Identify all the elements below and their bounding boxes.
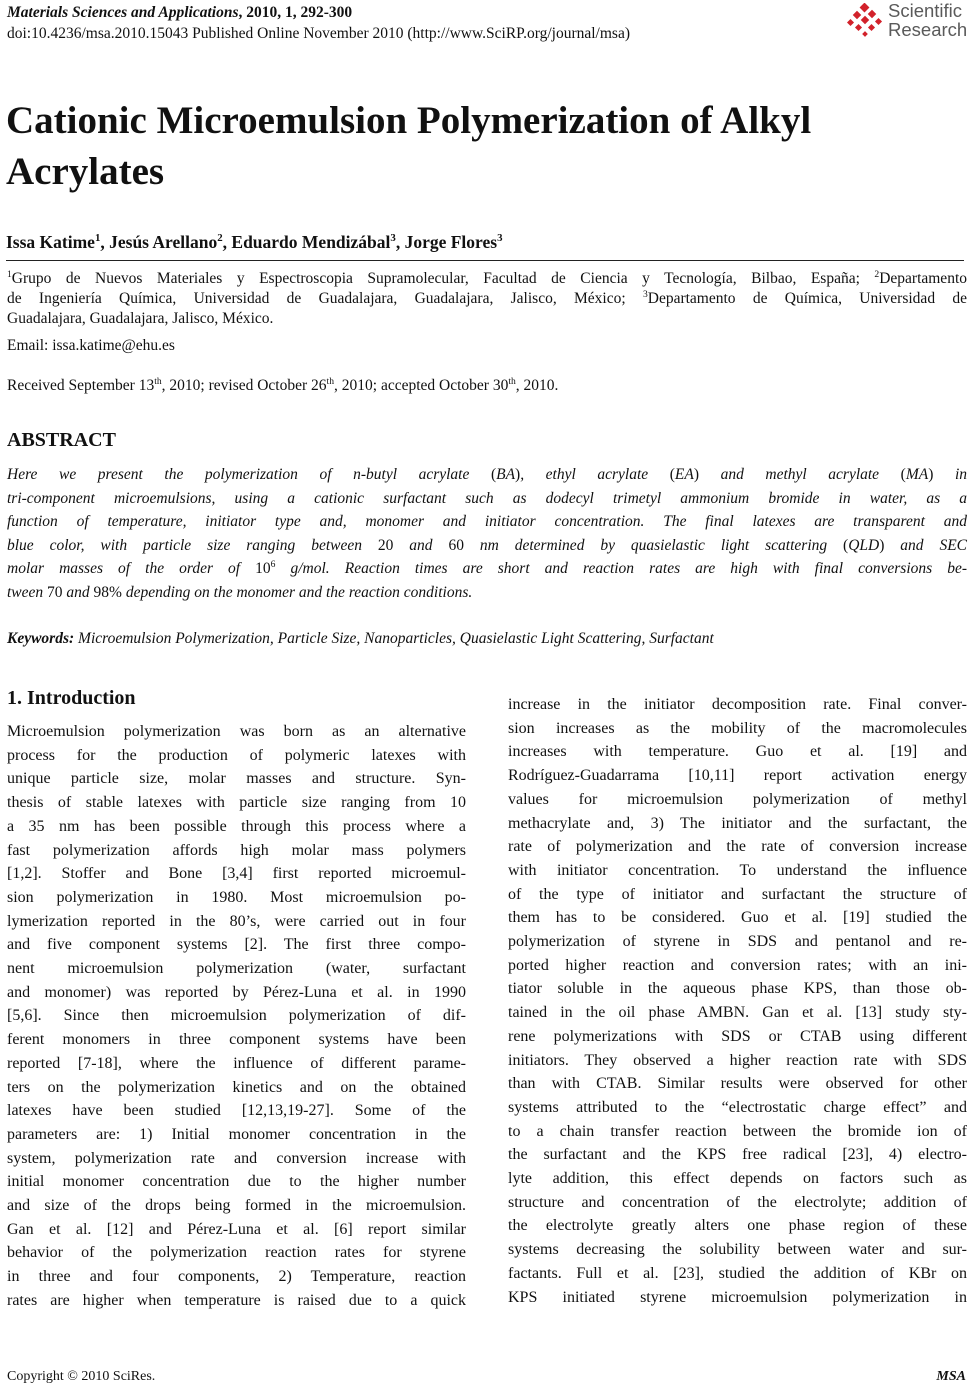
keywords-colon: :	[69, 630, 79, 647]
paper-title: Cationic Microemulsion Polymerization of Alkyl Acrylates	[6, 99, 812, 193]
affiliation-mark: 3	[642, 288, 648, 300]
revised-text: , 2010; revised October 26	[161, 377, 327, 394]
body-text-line: behavior of the polymerization reaction rates for styrene	[7, 1244, 466, 1262]
author-name: Eduardo Mendizábal	[231, 232, 391, 252]
body-text-line: methacrylate and, 3) The initiator and the surfactant, the	[508, 814, 967, 832]
body-text-line: the surfactant and the KPS free radical [23], 4) electro-	[508, 1146, 967, 1164]
body-text-line: initiators. They observed a higher reaction rate with SDS	[508, 1051, 967, 1069]
ordinal-suffix: th	[154, 375, 162, 387]
body-text-line: system, polymerization rate and conversion increase with	[7, 1149, 466, 1167]
body-text-line: unique particle size, molar masses and structure. Syn-	[7, 770, 466, 788]
accepted-text: , 2010; accepted October 30	[334, 377, 509, 394]
affiliation-line	[7, 289, 967, 309]
body-text-line: with initiator concentration. To understand the influence	[508, 861, 967, 879]
logo-text-scientific: Scientific	[888, 0, 963, 21]
body-text-line: structure and concentration of the electrolyte; addition of	[508, 1193, 967, 1211]
body-text-line: Microemulsion polymerization was born as an alternative	[7, 723, 466, 740]
journal-name: Materials Sciences and Applications	[7, 4, 239, 21]
contact-email: Email: issa.katime@ehu.es	[7, 337, 175, 354]
body-text-line: tiator soluble in the aqueous phase KPS, than those ob-	[508, 980, 967, 998]
abstract-line: blue color, with particle size ranging between 20 and 60 nm determined by quasielastic light scattering (QLD) and SEC	[7, 536, 967, 554]
body-text-line: latexes have been studied [12,13,19-27]. Some of the	[7, 1102, 466, 1120]
affiliation-text: Grupo de Nuevos Materiales y Espectroscopia Supramolecular, Facultad de Ciencia y Tecnología, Bilbao, España;	[11, 270, 875, 287]
affiliation-text: Departamento de Química, Universidad de	[647, 290, 967, 307]
body-text-line: a 35 nm has been possible through this process where a	[7, 817, 466, 835]
body-text-line: systems decreasing the solubility between water and sur-	[508, 1241, 967, 1259]
author-list	[6, 230, 502, 254]
body-text-line: to a chain transfer reaction between the bromide ion of	[508, 1122, 967, 1140]
keywords-label: Keywords	[7, 630, 69, 647]
abstract-line: tween 70 and 98% depending on the monomer and the reaction conditions.	[7, 583, 473, 601]
body-text-line: Gan et al. [12] and Pérez-Luna et al. [6] report similar	[7, 1220, 466, 1238]
affiliation-line: Guadalajara, Guadalajara, Jalisco, México.	[7, 310, 274, 327]
footer-journal-abbr: MSA	[936, 1369, 966, 1384]
body-text-line: and five component systems [2]. The first three compo-	[7, 936, 466, 954]
body-text-line: rates are higher when temperature is raised due to a quick	[7, 1291, 466, 1309]
body-text-line: rate of polymerization and the rate of conversion increase	[508, 838, 967, 856]
body-text-line: fast polymerization affords high molar mass polymers	[7, 841, 466, 859]
body-text-line: nent microemulsion polymerization (water, surfactant	[7, 960, 466, 978]
body-text-line: polymerization of styrene in SDS and pentanol and re-	[508, 933, 967, 951]
author-separator: ,	[222, 232, 232, 252]
author-affiliation-mark: 3	[497, 232, 503, 245]
scirp-diamond-logo-icon	[847, 3, 885, 41]
author-affiliation-mark: 2	[217, 232, 223, 245]
received-text: Received September 13	[7, 377, 155, 394]
abstract-heading: ABSTRACT	[7, 429, 116, 451]
body-text-line: ters on the polymerization kinetics and on the obtained	[7, 1078, 466, 1096]
body-column-right	[508, 693, 967, 1309]
journal-volume-pages: , 2010, 1, 292-300	[238, 4, 353, 21]
author-affiliation-mark: 1	[94, 232, 101, 245]
body-text-line: reported [7-18], where the influence of different parame-	[7, 1054, 466, 1072]
body-text-line: systems attributed to the “electrostatic charge effect” and	[508, 1098, 967, 1116]
keywords-text: Microemulsion Polymerization, Particle Size, Nanoparticles, Quasielastic Light Scattering, Surfactant	[78, 630, 714, 647]
affiliation-line	[7, 269, 967, 289]
received-dates	[7, 376, 558, 396]
body-text-line: than with CTAB. Similar results were observed for other	[508, 1075, 967, 1093]
body-text-line: parameters are: 1) Initial monomer concentration in the	[7, 1125, 466, 1143]
body-text-line: them has to be considered. Guo et al. [19] studied the	[508, 909, 967, 927]
received-end: , 2010.	[515, 377, 559, 394]
body-text-line: sion polymerization in 1980. Most microemulsion po-	[7, 888, 466, 906]
body-text-line: increase in the initiator decomposition rate. Final conver-	[508, 696, 967, 713]
body-text-line: of the type of initiator and surfactant the structure of	[508, 885, 967, 903]
abstract-line: molar masses of the order of $10^6$ g/mol. Reaction times are short and reaction rates are high with final conversions be-	[7, 558, 967, 577]
body-text-line: initial monomer concentration due to the higher number	[7, 1173, 466, 1191]
author-separator: ,	[100, 232, 110, 252]
affiliation-mark: 1	[7, 268, 12, 280]
body-text-line: the electrolyte greatly alters one phase region of these	[508, 1217, 967, 1235]
ordinal-suffix: th	[508, 375, 516, 387]
body-text-line: and monomer) was reported by Pérez-Luna et al. in 1990	[7, 983, 466, 1001]
author-separator: ,	[395, 232, 405, 252]
author-name: Jorge Flores	[404, 232, 498, 252]
affiliation-text: Departamento	[879, 270, 967, 287]
affiliation-mark: 2	[874, 268, 880, 280]
author-name: Jesús Arellano	[109, 232, 218, 252]
body-column-left	[7, 720, 466, 1313]
body-text-line: increases with temperature. Guo et al. [19] and	[508, 743, 967, 761]
author-affiliation-mark: 3	[390, 232, 396, 245]
body-text-line: ported higher reaction and conversion rates; with an ini-	[508, 956, 967, 974]
body-text-line: rene polymerizations with SDS or CTAB using different	[508, 1027, 967, 1045]
author-name: Issa Katime	[6, 232, 95, 252]
body-text-line: factants. Full et al. [23], studied the addition of KBr on	[508, 1264, 967, 1282]
logo-text-research: Research	[888, 19, 968, 40]
body-text-line: in three and four components, 2) Temperature, reaction	[7, 1268, 466, 1286]
body-text-line: Rodríguez-Guadarrama [10,11] report activation energy	[508, 767, 967, 785]
body-text-line: [1,2]. Stoffer and Bone [3,4] first reported microemul-	[7, 865, 466, 883]
abstract-line: Here we present the polymerization of n-butyl acrylate (BA), ethyl acrylate (EA) and methyl acrylate (MA) in	[7, 466, 968, 483]
body-text-line: tained in the oil phase AMBN. Gan et al. [13] study sty-	[508, 1004, 967, 1022]
body-text-line: [5,6]. Since then microemulsion polymerization of dif-	[7, 1007, 466, 1025]
ordinal-suffix: th	[326, 375, 335, 387]
abstract-line: function of temperature, initiator type and, monomer and initiator concentration. The final latexes are transparent and	[7, 513, 967, 530]
doi-line: doi:10.4236/msa.2010.15043 Published Online November 2010 (http://www.SciRP.org/journal/msa)	[7, 25, 630, 42]
body-text-line: process for the production of polymeric latexes with	[7, 746, 466, 764]
body-text-line: and size of the drops being formed in the microemulsion.	[7, 1197, 466, 1215]
keywords	[7, 628, 714, 650]
affiliation-text: de Ingeniería Química, Universidad de Guadalajara, Guadalajara, Jalisco, México;	[7, 290, 643, 307]
abstract-line: tri-component microemulsions, using a cationic surfactant such as dodecyl trimetyl ammonium bromide in water, as a	[7, 489, 967, 507]
body-text-line: lyte addition, this effect depends on factors such as	[508, 1170, 967, 1188]
body-text-line: lymerization reported in the 80’s, were carried out in four	[7, 912, 466, 930]
publisher-logo	[847, 0, 967, 44]
affiliations	[7, 269, 967, 329]
abstract-body	[7, 463, 967, 604]
journal-citation	[7, 3, 352, 23]
body-text-line: thesis of stable latexes with particle size ranging from 10	[7, 794, 466, 812]
footer-copyright: Copyright © 2010 SciRes.	[7, 1369, 156, 1384]
body-text-line: sion increases as the mobility of the macromolecules	[508, 719, 967, 737]
body-text-line: values for microemulsion polymerization of methyl	[508, 790, 967, 808]
section-heading-introduction: 1. Introduction	[7, 687, 136, 709]
body-text-line: ferent monomers in three component systems have been	[7, 1031, 466, 1049]
body-text-line: KPS initiated styrene microemulsion polymerization in	[508, 1288, 967, 1306]
header-divider	[6, 260, 964, 261]
